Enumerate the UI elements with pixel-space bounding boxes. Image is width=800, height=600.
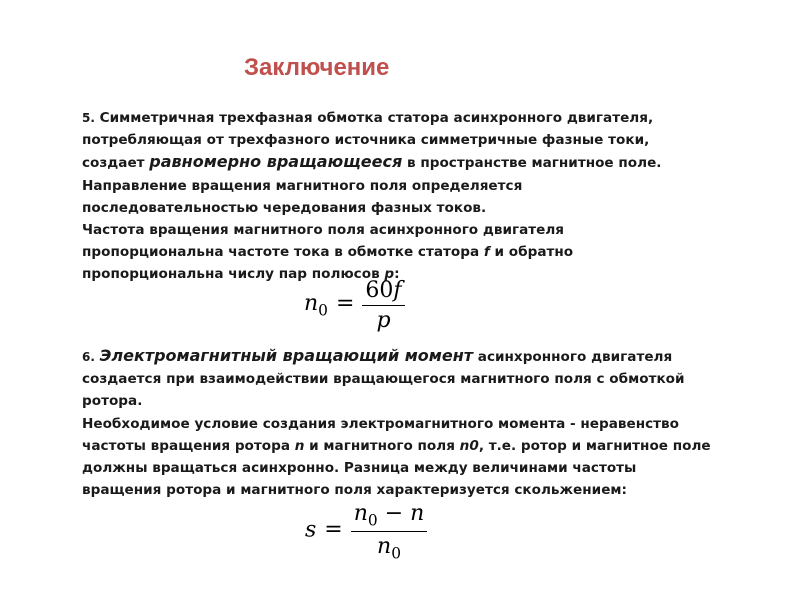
- subscript: 0: [391, 544, 401, 563]
- text: создает: [82, 155, 150, 172]
- section-5-line: Направление вращения магнитного поля определяется: [82, 177, 523, 194]
- variable-f: f: [483, 244, 490, 261]
- text: частоты вращения ротора: [82, 437, 295, 454]
- text: в пространстве магнитное поле.: [402, 155, 662, 172]
- section-6-line: ротора.: [82, 393, 143, 410]
- text: пропорциональна частоте тока в обмотке статора: [82, 244, 484, 261]
- formula-rotating-field-speed: [304, 278, 405, 333]
- operator: −: [377, 501, 411, 526]
- slide-title: Заключение: [244, 54, 390, 81]
- section-6-line: [82, 435, 782, 457]
- fraction: [362, 278, 404, 333]
- denominator: p: [376, 308, 391, 333]
- var: n: [304, 291, 319, 316]
- equals-sign: =: [324, 517, 343, 543]
- fraction-bar: [362, 305, 404, 306]
- text: :: [394, 266, 400, 283]
- text: , т.е. ротор и магнитное поле: [478, 437, 711, 454]
- var: f: [393, 278, 402, 303]
- section-5-line: Частота вращения магнитного поля асинхронного двигателя: [82, 222, 565, 239]
- formula-lhs: s: [305, 517, 317, 543]
- section-5-line: [82, 241, 782, 263]
- var: n: [353, 501, 368, 526]
- section-5-line: [82, 107, 782, 129]
- variable-n0: n0: [459, 437, 479, 454]
- numerator: [351, 501, 428, 529]
- subscript: 0: [367, 511, 378, 530]
- variable-p: p: [384, 266, 395, 283]
- variable-n: n: [294, 437, 305, 454]
- section-5-number: 5.: [82, 111, 95, 125]
- section-6-line: Необходимое условие создания электромагнитного момента - неравенство: [82, 415, 679, 432]
- text: и обратно: [489, 244, 574, 261]
- subscript: 0: [318, 301, 328, 320]
- section-6-line: [82, 345, 782, 368]
- fraction-bar: [351, 531, 428, 532]
- section-5-line: последовательностью чередования фазных токов.: [82, 199, 487, 216]
- text: пропорциональна числу пар полюсов: [82, 266, 385, 283]
- section-5: [82, 107, 782, 286]
- section-6-number: 6.: [82, 350, 95, 364]
- section-6-line: вращения ротора и магнитного поля характеризуется скольжением:: [82, 482, 627, 499]
- emphasis-text: равномерно вращающееся: [149, 152, 403, 172]
- var: n: [377, 534, 392, 560]
- fraction: [351, 501, 428, 563]
- section-5-line: [82, 263, 782, 285]
- section-5-line: [82, 151, 782, 174]
- formula-lhs: [304, 291, 328, 320]
- section-6-line: создается при взаимодействии вращающегося магнитного поля с обмоткой: [82, 371, 685, 388]
- emphasis-text: Электромагнитный вращающий момент: [99, 346, 474, 365]
- denominator: [374, 534, 404, 562]
- const: 60: [365, 278, 394, 303]
- formula-slip: [305, 501, 427, 563]
- equals-sign: =: [335, 291, 355, 316]
- section-5-line: потребляющая от трехфазного источника симметричные фазные токи,: [82, 132, 650, 149]
- text: и магнитного поля: [304, 437, 460, 454]
- text: асинхронного двигателя: [473, 349, 673, 365]
- section-6-line: должны вращаться асинхронно. Разница между величинами частоты: [82, 460, 637, 477]
- section-6: [82, 345, 782, 501]
- text: Симметричная трехфазная обмотка статора асинхронного двигателя,: [99, 110, 654, 126]
- var: n: [410, 501, 425, 526]
- numerator: [362, 278, 404, 303]
